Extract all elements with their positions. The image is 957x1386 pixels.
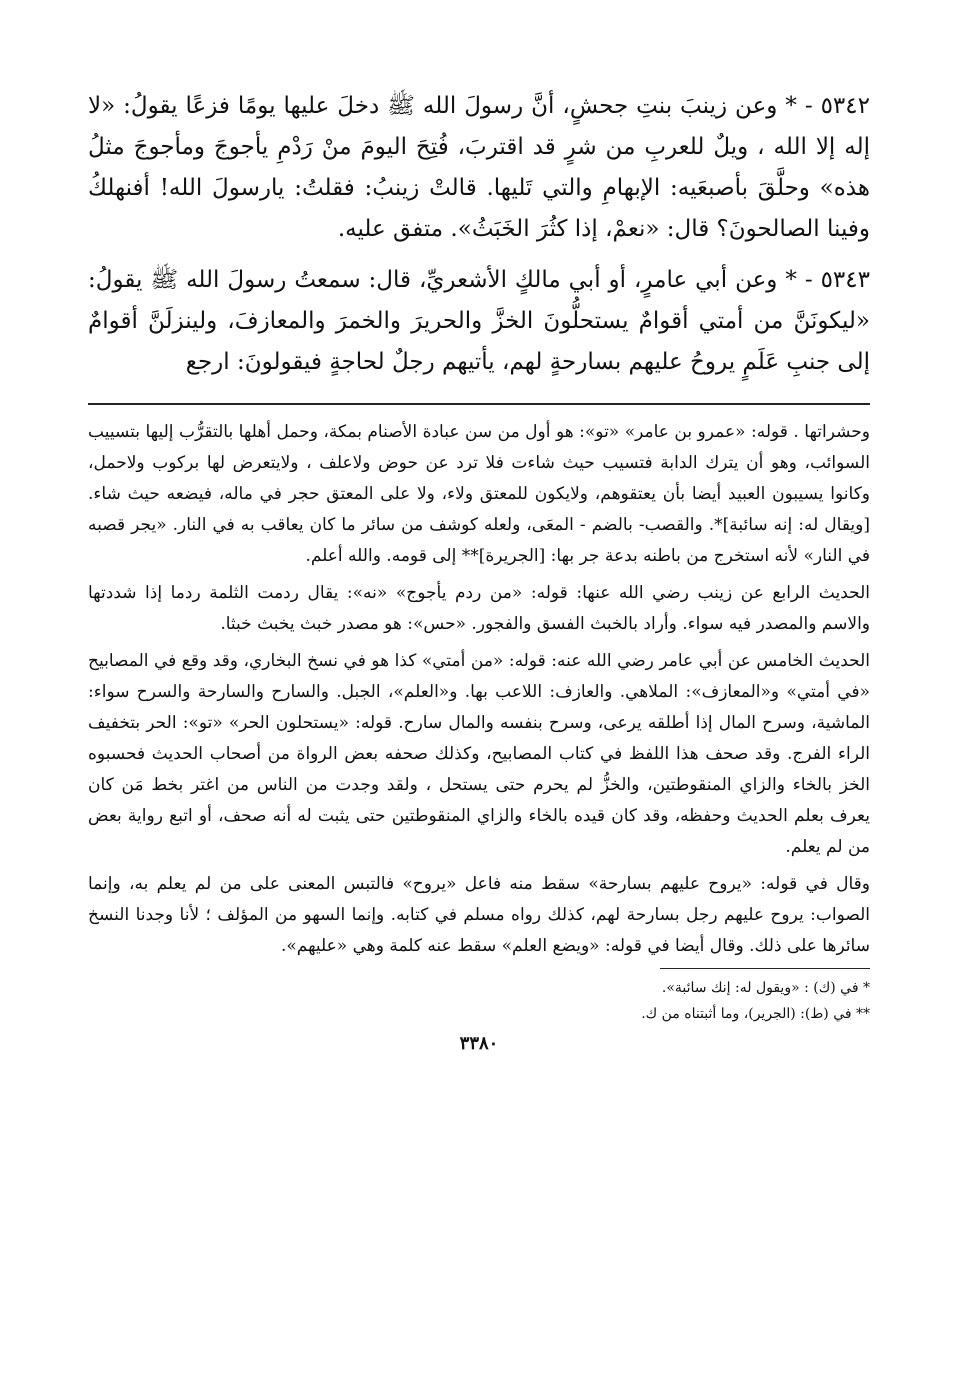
footnotes-block (88, 975, 870, 1027)
commentary-paragraph: وحشراتها . قوله: «عمرو بن عامر» «تو»: هو أول من سن عبادة الأصنام بمكة، وحمل أهلها بالتقرُّب إليها بتسييب السوائب، وهو أن يترك الدابة فتسيب حيث شاءت فلا ترد عن حوض ولاعلف ، ولايتعرض لها بركوب ولاحمل، وكانوا يسيبون العبيد أيضا بأن يعتقوهم، ولايكون للمعتق ولاء، ولا على المعتق حجر في ماله، فيضعه حيث شاء. [ويقال له: إنه سائبة]*. والقصب- بالضم - المعَى، ولعله كوشف من سائر ما كان يعاقب به في النار. «يجر قصبه في النار» لأنه استخرج من باطنه بدعة جر بها: [الجريرة]** إلى قومه. والله أعلم. (88, 422, 870, 566)
commentary-paragraph: وقال في قوله: «يروح عليهم بسارحة» سقط منه فاعل «يروح» فالتبس المعنى على من لم يعلم به، وإنما الصواب: يروح عليهم رجل بسارحة لهم، كذلك رواه مسلم في كتابه. وإنما السهو من المؤلف ؛ لأنا وجدنا النسخ سائرها على ذلك. وقال أيضا في قوله: «ويضع العلم» سقط عنه كلمة وهي «عليهم». (88, 874, 870, 956)
section-divider (88, 403, 870, 405)
footnote-1: * في (ك) : «ويقول له: إنك سائبة». (661, 980, 870, 996)
commentary-paragraph: الحديث الرابع عن زينب رضي الله عنها: قوله: «من ردم يأجوج» «نه»: يقال ردمت الثلمة ردما إذا شددتها والاسم والمصدر فيه سواء. وأراد بالخبث الفسق والفجور. «حس»: هو مصدر خبث يخبث خبثا. (88, 583, 870, 634)
footnote-2: ** في (ط): (الجرير)، وما أثبتناه من ك. (641, 1006, 870, 1022)
hadith-text-block (88, 86, 870, 383)
book-page (88, 86, 870, 1054)
page-number: ٣٣٨٠ (459, 1033, 499, 1054)
commentary-paragraph: الحديث الخامس عن أبي عامر رضي الله عنه: قوله: «من أمتي» كذا هو في نسخ البخاري، وقد وقع في المصابيح «في أمتي» و«المعازف»: الملاهي. والعازف: اللاعب بها. و«العلم»، الجبل. والسارح والسارحة والسرح سواء: الماشية، وسرح المال إذا أطلقه يرعى، وسرح بنفسه والمال سارح. قوله: «يستحلون الحر» «تو»: الحر بتخفيف الراء الفرج. وقد صحف هذا اللفظ في كتاب المصابيح، وكذلك صحفه بعض الرواة من أصحاب الحديث فحسبوه الخز بالخاء والزاي المنقوطتين، والخزُّ لم يحرم حتى يستحل ، ولقد وجدت من الناس من اغتر بخط مَن كان يعرف بعلم الحديث وحفظه، وقد كان قيده بالخاء والزاي المنقوطتين حتى يثبت له أنه صحف، أو اتبع رواية بعض من لم يعلم. (88, 651, 870, 857)
hadith-5343: ٥٣٤٣ - * وعن أبي عامرٍ، أو أبي مالكٍ الأشعريِّ، قال: سمعتُ رسولَ الله ﷺ يقولُ: «ليكونَنَّ من أمتي أقوامٌ يستحلُّونَ الخزَّ والحريرَ والخمرَ والمعازفَ، ولينزلَنَّ أقوامٌ إلى جنبِ عَلَمٍ يروحُ عليهم بسارحةٍ لهم، يأتيهم رجلٌ لحاجةٍ فيقولونَ: ارجع (88, 267, 870, 375)
footnote-divider (660, 968, 870, 969)
hadith-5342: ٥٣٤٢ - * وعن زينبَ بنتِ جحشٍ، أنَّ رسولَ الله ﷺ دخلَ عليها يومًا فزعًا يقولُ: «لا إله إلا الله ، ويلٌ للعربِ من شرٍ قد اقتربَ، فُتِحَ اليومَ منْ رَدْمِ يأجوجَ ومأجوجَ مثلُ هذه» وحلَّقَ بأصبعَيه: الإبهامِ والتي تَليها. قالتْ زينبُ: فقلتُ: يارسولَ الله! أفنهلكُ وفينا الصالحونَ؟ قال: «نعمْ، إذا كثُرَ الخَبَثُ». متفق عليه. (88, 93, 870, 242)
commentary-block (88, 417, 870, 962)
